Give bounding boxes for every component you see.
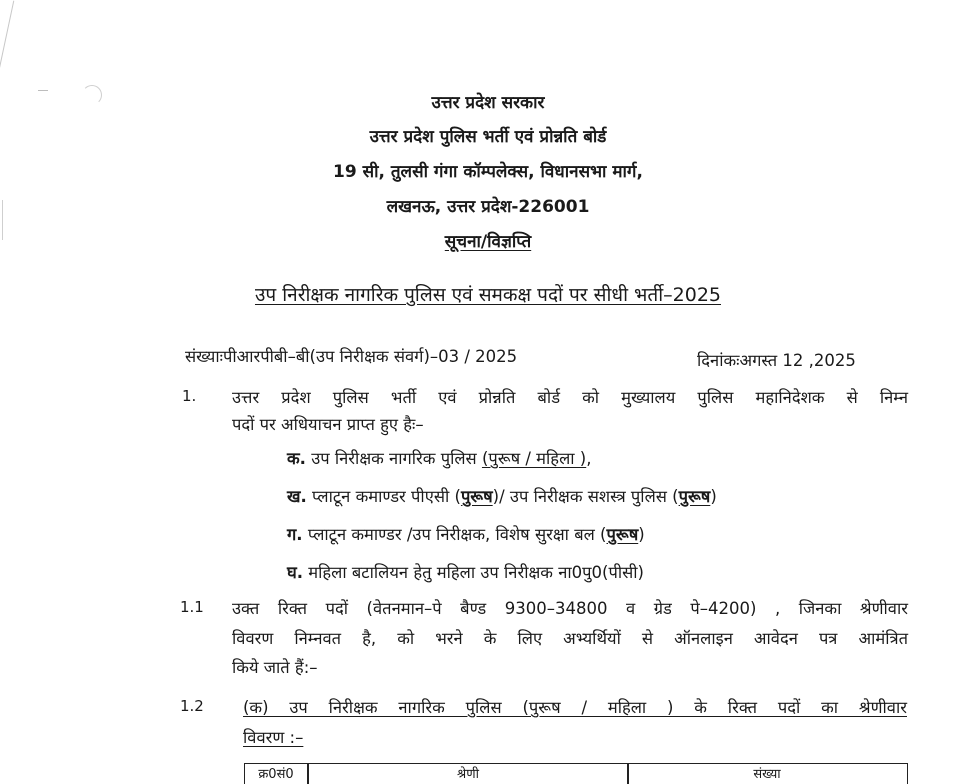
header-government: उत्तर प्रदेश सरकार bbox=[431, 93, 545, 113]
scan-edge-mark bbox=[0, 1, 14, 70]
para-line: किये जाते हैं:– bbox=[232, 658, 318, 677]
para-number: 1.1 bbox=[180, 598, 204, 616]
para-line: उक्त रिक्त पदों (वेतनमान–पे बैण्ड 9300–34800 व ग्रेड पे–4200) , जिनका श्रेणीवार bbox=[232, 599, 908, 618]
table-header-count: संख्या bbox=[753, 767, 781, 782]
para-number: 1. bbox=[182, 387, 197, 405]
post-item: ख. प्लाटून कमाण्डर पीएसी (पुरूष)/ उप निरीक्षक सशस्त्र पुलिस (पुरूष) bbox=[287, 487, 717, 506]
section-heading: (क) उप निरीक्षक नागरिक पुलिस (पुरूष / महिला ) के रिक्त पदों का श्रेणीवार bbox=[243, 698, 907, 717]
notice-heading: सूचना/विज्ञप्ति bbox=[444, 232, 532, 252]
recruitment-title: उप निरीक्षक नागरिक पुलिस एवं समकक्ष पदों पर सीधी भर्ती–2025 bbox=[254, 284, 721, 306]
vacancy-table bbox=[244, 763, 908, 784]
item-label: ख. bbox=[287, 487, 307, 506]
post-item: घ. महिला बटालियन हेतु महिला उप निरीक्षक ना0पु0(पीसी) bbox=[287, 563, 644, 582]
item-label: क. bbox=[287, 449, 306, 468]
para-line: विवरण निम्नवत है, को भरने के लिए अभ्यर्थियों से ऑनलाइन आवेदन पत्र आमंत्रित bbox=[232, 629, 908, 648]
para-number: 1.2 bbox=[180, 697, 204, 715]
header-city: लखनऊ, उत्तर प्रदेश-226001 bbox=[386, 197, 590, 217]
para-line: उत्तर प्रदेश पुलिस भर्ती एवं प्रोन्नति बोर्ड को मुख्यालय पुलिस महानिदेशक से निम्न bbox=[232, 388, 908, 407]
para-line: पदों पर अधियाचन प्राप्त हुए हैः– bbox=[232, 415, 424, 434]
header-board-name: उत्तर प्रदेश पुलिस भर्ती एवं प्रोन्नति बोर्ड bbox=[369, 127, 607, 147]
reference-number: संख्याःपीआरपीबी–बी(उप निरीक्षक संवर्ग)–03 / 2025 bbox=[185, 347, 518, 366]
section-heading-cont: विवरण :– bbox=[243, 728, 304, 747]
header-address: 19 सी, तुलसी गंगा कॉम्पलेक्स, विधानसभा मार्ग, bbox=[333, 162, 643, 182]
table-header-category: श्रेणी bbox=[457, 767, 479, 782]
item-label: ग. bbox=[287, 525, 303, 544]
notice-date: दिनांकःअगस्त 12 ,2025 bbox=[697, 351, 856, 370]
table-header-serial: क्र0सं0 bbox=[258, 767, 294, 782]
post-item: क. उप निरीक्षक नागरिक पुलिस (पुरूष / महिला ), bbox=[287, 449, 592, 468]
item-label: घ. bbox=[287, 563, 304, 582]
post-item: ग. प्लाटून कमाण्डर /उप निरीक्षक, विशेष सुरक्षा बल (पुरूष) bbox=[287, 525, 645, 544]
